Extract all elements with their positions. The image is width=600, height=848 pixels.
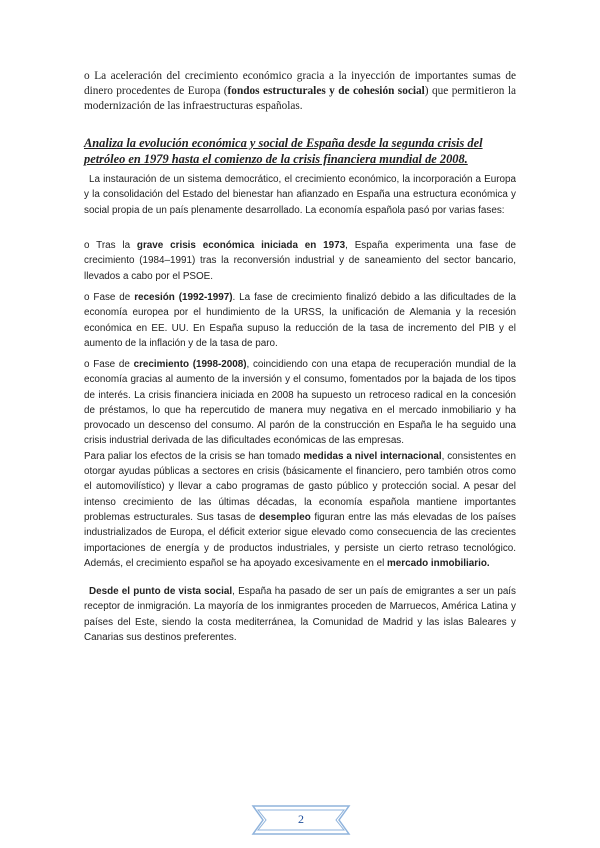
paragraph-social [84, 584, 516, 645]
phase-2-text-a: Fase de [93, 292, 135, 303]
phase-3-text-b: , coincidiendo con una etapa de recuperación mundial de la economía gracias al aumento de la inversión y el consumo, fomentados por la bajada de los tipos de interés. La crisis financiera iniciada en 2008 ha supuesto un retroceso radical en la concesión de préstamos, lo que ha repercutido de manera muy negativa en el mercado inmobiliario y ha provocado un descenso del consumo. Al parón de la construcción en España le ha seguido una crisis industrial derivada de las dificultades económicas de las empresas. [84, 359, 516, 447]
phase-1-text-a: Tras la [96, 240, 137, 251]
phase-2-bold: recesión (1992-1997) [134, 292, 233, 303]
social-text: , España ha pasado de ser un país de emigrantes a ser un país receptor de inmigración. La mayoría de los inmigrantes proceden de Marruecos, América Latina y países del Este, siendo la costa mediterránea, la Comunidad de Madrid y las islas Baleares y Canarias sus destinos preferentes. [84, 586, 516, 643]
phase-3-bold-b: medidas a nivel internacional [303, 450, 442, 462]
phase-3-bold-c: desempleo [259, 511, 311, 523]
social-bold: Desde el punto de vista social [89, 586, 233, 597]
paragraph-phase-1 [84, 238, 516, 284]
phase-3-text-d: , consistentes en otorgar ayudas públicas a sectores en crisis (básicamente el financiero, pero también otros como el automovilístico) y llevar a cabo programas de gasto público y protección social. A pesar del intenso crecimiento de las últimas décadas, la economía española mantiene importantes problemas estructurales. Sus tasas de [84, 450, 516, 523]
section-heading: Analiza la evolución económica y social de España desde la segunda crisis del petróleo en 1979 hasta el comienzo de la crisis financiera mundial de 2008. [84, 136, 483, 166]
bullet-marker: o [84, 292, 90, 303]
phase-1-bold: grave crisis económica iniciada en 1973 [136, 240, 346, 251]
page-number: 2 [298, 812, 304, 826]
phase-2-text-b: . La fase de crecimiento finalizó debido a las dificultades de la economía europea por el hundimiento de la URSS, la unificación de Alemania y la recesión económica en EE. UU. En España supuso la reducción de la tasa de incremento del PIB y el aumento de la inflación y de la tasa de paro. [84, 292, 516, 349]
phase-3-bold-d: mercado inmobiliario. [387, 557, 490, 569]
paragraph-phase-3 [84, 357, 516, 571]
bullet-marker: o [84, 70, 90, 82]
phase-3-bold-a: crecimiento (1998-2008) [133, 359, 247, 370]
phase-3-text-e: figuran entre las más elevadas de los países industrializados de Europa, el déficit exterior sigue elevado como consecuencia de las crecientes importaciones de energía y de productos industriales, y persiste un cierto retraso tecnológico. Además, el crecimiento español se ha apoyado excesivamente en el [84, 511, 516, 569]
intro-text-b: ) que permitieron la modernización de las infraestructuras españolas. [84, 85, 516, 112]
bullet-marker: o [84, 240, 90, 251]
intro-bold: fondos estructurales y de cohesión social [227, 85, 425, 97]
intro-paragraph [84, 69, 516, 114]
paragraph-intro [84, 172, 516, 218]
phase-3-text-a: Fase de [93, 359, 134, 370]
intro-text-a: La aceleración del crecimiento económico gracia a la inyección de importantes sumas de dinero procedentes de Europa ( [84, 70, 517, 97]
phase-3-text-c: Para paliar los efectos de la crisis se han tomado [84, 450, 304, 462]
paragraph-phase-2 [84, 290, 516, 351]
bullet-marker: o [84, 359, 90, 370]
paragraph-intro-text: La instauración de un sistema democrático, el crecimiento económico, la incorporación a Europa y la consolidación del Estado del bienestar han afianzado en España una estructura económica y social propia de un país plenamente desarrollado. La economía española pasó por varias fases: [84, 174, 516, 216]
phase-1-text-b: , España experimenta una fase de crecimiento (1984–1991) tras la reconversión industrial y de saneamiento del sector bancario, llevados a cabo por el PSOE. [84, 240, 517, 282]
